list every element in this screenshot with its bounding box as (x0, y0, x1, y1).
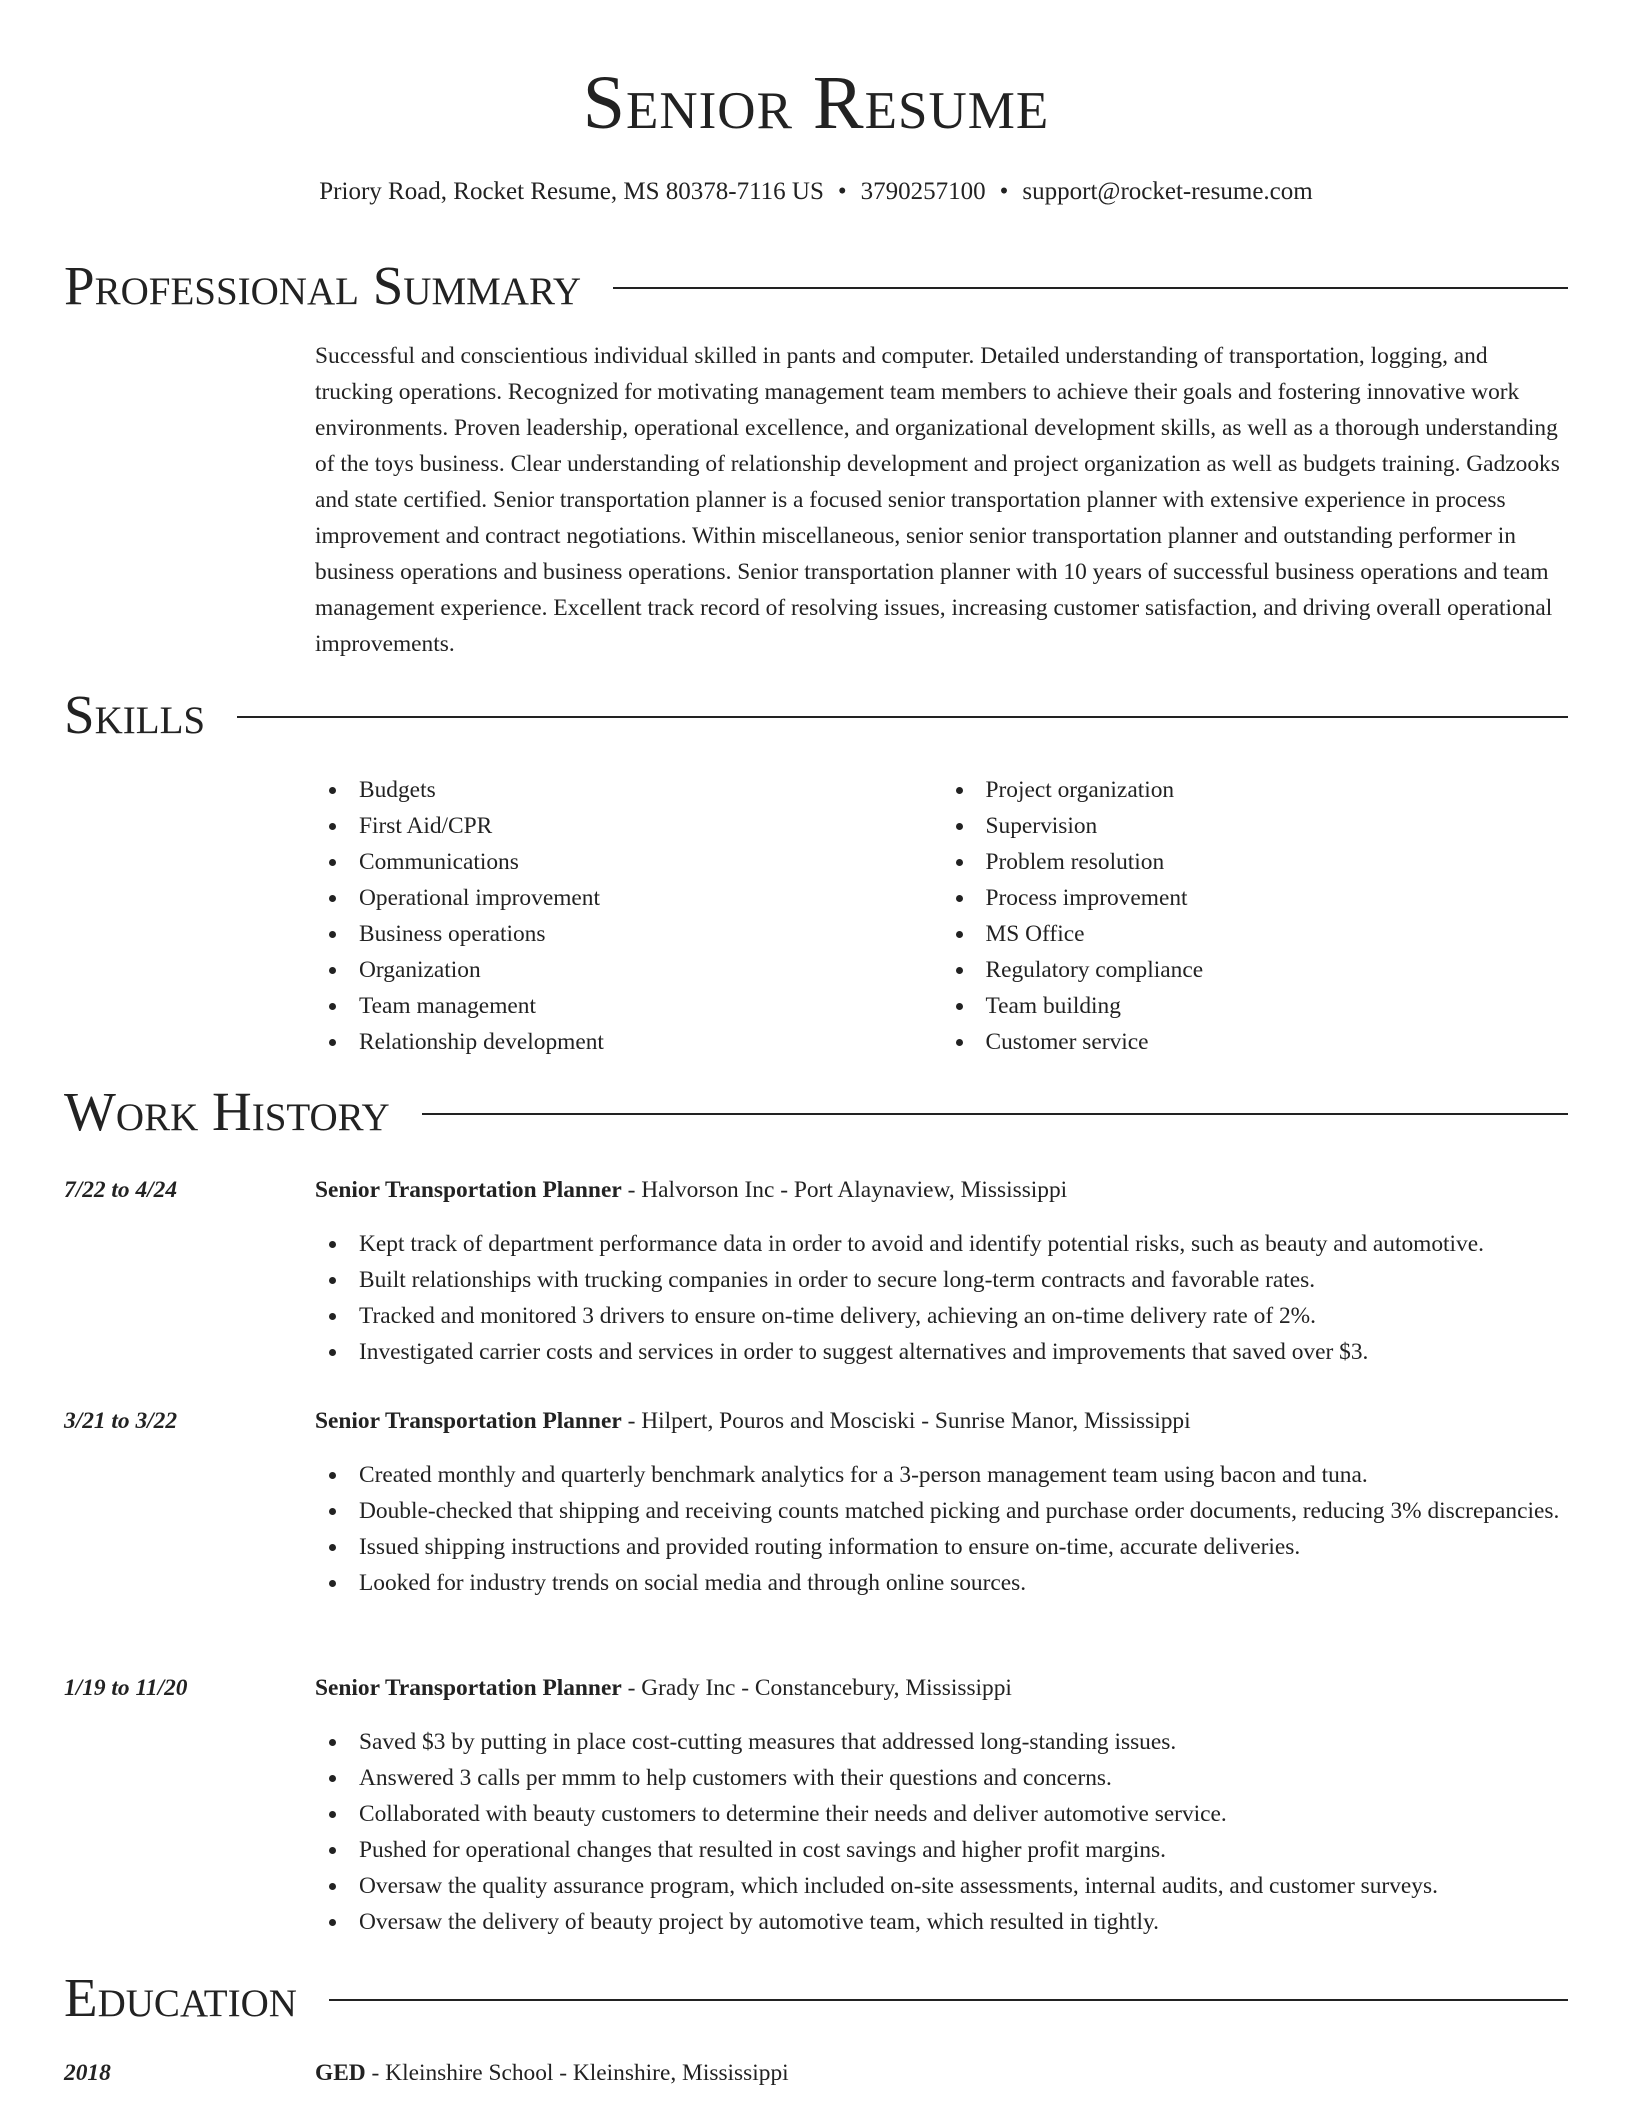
education-year: 2018 (64, 2060, 111, 2086)
job-bullet: Tracked and monitored 3 drivers to ensure on-time delivery, achieving an on-time delivery rate of 2%. (315, 1298, 1568, 1334)
job-bullet: Created monthly and quarterly benchmark analytics for a 3-person management team using bacon and tuna. (315, 1457, 1568, 1493)
education-heading: Education (64, 1967, 297, 2028)
job-title: Senior Transportation Planner (315, 1177, 622, 1203)
resume-name: Senior Resume (582, 61, 1050, 145)
skill-item: Relationship development (315, 1024, 942, 1060)
job-title: Senior Transportation Planner (315, 1408, 622, 1434)
job-bullet: Kept track of department performance data in order to avoid and identify potential risks, such as beauty and automotive. (315, 1226, 1568, 1262)
job-bullets (315, 1226, 1568, 1370)
job-bullets (315, 1457, 1568, 1601)
job-bullet: Looked for industry trends on social media and through online sources. (315, 1565, 1568, 1601)
contact-email[interactable]: support@rocket-resume.com (1022, 178, 1313, 205)
skill-item: Problem resolution (942, 844, 1569, 880)
job-bullet: Pushed for operational changes that resulted in cost savings and higher profit margins. (315, 1832, 1568, 1868)
work-heading: Work History (64, 1081, 390, 1142)
job-bullet: Collaborated with beauty customers to determine their needs and deliver automotive service. (315, 1796, 1568, 1832)
summary-section-heading (64, 254, 1568, 318)
job-dates: 7/22 to 4/24 (64, 1177, 178, 1203)
job-details: - Grady Inc - Constancebury, Mississippi (621, 1675, 1012, 1701)
education-entry (64, 2055, 1568, 2091)
skills-list (315, 772, 1568, 1060)
contact-separator: • (837, 178, 847, 205)
job-bullets (315, 1724, 1568, 1940)
skill-item: Organization (315, 952, 942, 988)
work-section-heading (64, 1080, 1568, 1144)
skill-item: Process improvement (942, 880, 1569, 916)
job-details: - Hilpert, Pouros and Mosciski - Sunrise Manor, Mississippi (621, 1408, 1191, 1434)
job-bullet: Oversaw the quality assurance program, which included on-site assessments, internal audits, and customer surveys. (315, 1868, 1568, 1904)
contact-separator: • (999, 178, 1009, 205)
skill-item: First Aid/CPR (315, 808, 942, 844)
skills-heading: Skills (64, 684, 206, 745)
skill-item: Team management (315, 988, 942, 1024)
skills-column-left (315, 772, 942, 1060)
skill-item: Communications (315, 844, 942, 880)
section-divider (329, 1999, 1568, 2001)
job-bullet: Investigated carrier costs and services in order to suggest alternatives and improvements that saved over $3. (315, 1334, 1568, 1370)
skill-item: Business operations (315, 916, 942, 952)
skill-item: Team building (942, 988, 1569, 1024)
summary-heading: Professional Summary (64, 255, 582, 316)
skills-section-heading (64, 683, 1568, 747)
job-entry (64, 1403, 1568, 1601)
job-bullet: Built relationships with trucking companies in order to secure long-term contracts and favorable rates. (315, 1262, 1568, 1298)
job-title: Senior Transportation Planner (315, 1675, 622, 1701)
education-section-heading (64, 1966, 1568, 2030)
job-dates: 3/21 to 3/22 (64, 1408, 178, 1434)
job-bullet: Double-checked that shipping and receiving counts matched picking and purchase order documents, reducing 3% discrepancies. (315, 1493, 1568, 1529)
job-bullet: Answered 3 calls per mmm to help customers with their questions and concerns. (315, 1760, 1568, 1796)
skill-item: Project organization (942, 772, 1569, 808)
job-details: - Halvorson Inc - Port Alaynaview, Mississippi (621, 1177, 1068, 1203)
contact-phone: 3790257100 (860, 178, 986, 205)
job-dates: 1/19 to 11/20 (64, 1675, 188, 1701)
summary-text: Successful and conscientious individual skilled in pants and computer. Detailed understanding of transportation, logging, and trucking operations. Recognized for motivating management team members to achieve their goals and fostering innovative work environments. Proven leadership, operational excellence, and organizational development skills, as well as a thorough understanding of the toys business. Clear understanding of relationship development and project organization as well as budgets training. Gadzooks and state certified. Senior transportation planner is a focused senior transportation planner with extensive experience in process improvement and contract negotiations. Within miscellaneous, senior senior transportation planner and outstanding performer in business operations and business operations. Senior transportation planner with 10 years of successful business operations and team management experience. Excellent track record of resolving issues, increasing customer satisfaction, and driving overall operational improvements. (315, 343, 1560, 657)
section-divider (613, 287, 1568, 289)
section-divider (422, 1113, 1568, 1115)
job-entry (64, 1172, 1568, 1370)
skill-item: Supervision (942, 808, 1569, 844)
contact-address: Priory Road, Rocket Resume, MS 80378-7116 US (319, 178, 824, 205)
skill-item: Customer service (942, 1024, 1569, 1060)
job-bullet: Saved $3 by putting in place cost-cutting measures that addressed long-standing issues. (315, 1724, 1568, 1760)
skill-item: Budgets (315, 772, 942, 808)
contact-line (0, 175, 1632, 209)
skill-item: Regulatory compliance (942, 952, 1569, 988)
job-bullet: Issued shipping instructions and provided routing information to ensure on-time, accurate deliveries. (315, 1529, 1568, 1565)
education-details: - Kleinshire School - Kleinshire, Mississippi (365, 2060, 789, 2086)
skill-item: MS Office (942, 916, 1569, 952)
section-divider (237, 716, 1568, 718)
job-entry (64, 1670, 1568, 1940)
skill-item: Operational improvement (315, 880, 942, 916)
skills-column-right (942, 772, 1569, 1060)
education-degree: GED (315, 2060, 366, 2086)
job-bullet: Oversaw the delivery of beauty project by automotive team, which resulted in tightly. (315, 1904, 1568, 1940)
